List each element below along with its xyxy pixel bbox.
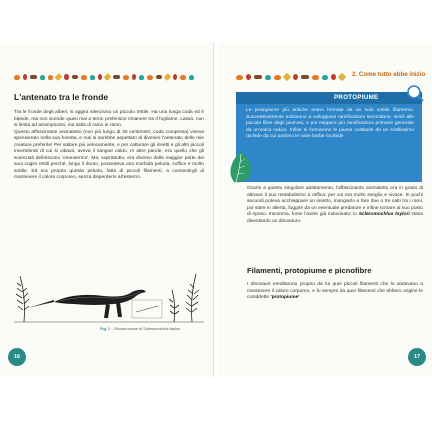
box-title: PROTOPIUME [334,94,379,101]
left-page-body [14,110,204,182]
fossil-illustration [14,262,204,324]
section-body [247,282,423,302]
body2-term: 'protopiume' [270,295,300,301]
left-paragraph-1: Tra le fronde degli alberi, si aggira silenzioso un piccolo rettile. Ha una lunga coda ed è bipede, ma non scende quasi mai a terra: preferisce rimanere tra il fogliame. Lassù, non si limita ad arrampicarsi, ma salta di ramo in ramo. [14,110,204,129]
figure-caption-text: – Ricostruzione di Scleromochlus taylori [110,326,181,331]
body2-text-b: . [299,295,301,301]
figure-label: Fig. 1 [100,326,111,331]
body-text-a: Grazie a questo singolare adattamento, l'affascinante animaletto era in grado di attivare il suo metabolismo a raffica: per cui era molto sveglio e vivace. In pochi secondi poteva acchiappare un insetto, mangiarlo e fare due o tre salti tra i rami, poi stare in allerta, fuggire da un eventuale predatore e infine tornare al suo posto di riposo. Insomma, forse l'avete già indovinato: lo [247,186,423,218]
body2-text-a: I dinosauri ereditarono proprio da lui quei piccoli filamenti che lo aiutavano a mantenere il calore corporeo, e fu sempre da quei filamenti che ebbero origine le cosiddette [247,282,423,301]
right-page-body [247,186,423,225]
protopiume-box [236,92,422,182]
fossil-strip-icon [236,72,346,82]
box-body: Le protopiume più antiche erano formate da un solo sottile filamento. Successivamente iniziarono a svilupparsi ramificazioni secondarie, simili alle piccole fibre degli piumosi, e poi neppure più ramificazioni primarie generate da un'unica radice. Infine si formarono le piume costituite da un sottilissimo rachide da cui partono le varie barbe morbide. [246,108,414,139]
magnifier-icon [406,84,424,102]
chapter-label: 2. Come tutto ebbe inizio [352,71,426,78]
box-header [236,92,422,104]
fossil-strip-icon [14,72,194,82]
page-number-right: 17 [408,348,426,366]
species-name: Scleromochlus taylori [358,212,410,218]
left-paragraph-2: Questo affascinante animaletto (non più lungo di 30 centimetri, coda compresa) viveva spensierato nella sua foresta, e mai si sarebbe aspettato di divenire l'antenato delle mie creature preferite! Per saltare più velocemente, e per catturare gli insetti e gli altri piccoli invertebrati di cui si cibava, aveva il sangue caldo. In altre parole, era quello che gli scienziati definiscono 'omeotermo'. Ma, soprattutto, era diverso dalla maggior parte dei suoi cugini rettili perché, lungo il dorso, possedeva una morbida peluria, soffice e molto sottile. Ed era proprio questa peluria, fatta di piccoli filamenti, a consentirgli di mantenere il calore corporeo, senza disperderlo all'esterno. [14,129,204,181]
leaf-icon [226,150,256,186]
figure-caption [100,326,210,331]
body-text-b: stava diventando un dinosauro. [247,212,423,224]
page-number-left: 16 [8,348,26,366]
section-title: Filamenti, protopiume e picnofibre [247,266,372,275]
left-page-title: L'antenato tra le fronde [14,92,109,102]
